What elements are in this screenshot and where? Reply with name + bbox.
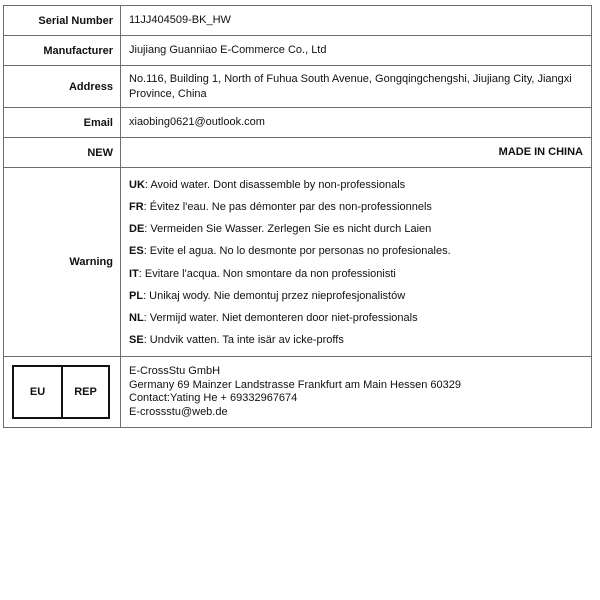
warning-code: DE [129,223,145,236]
email-value: xiaobing0621@outlook.com [121,108,592,138]
warning-code: IT [129,267,139,280]
warning-list [129,172,585,352]
warning-item-se [129,333,585,348]
warning-code: SE [129,333,144,346]
warning-item-it [129,267,585,282]
eu-rep-icon [12,365,110,419]
eu-rep-details [121,357,592,428]
warning-text: : Évitez l'eau. Ne pas démonter par des non-professionnels [143,201,432,214]
warning-code: ES [129,245,144,258]
warning-text: : Vermijd water. Niet demonteren door niet-professionals [143,311,418,324]
eu-rep-lines [129,364,585,420]
warning-text: : Avoid water. Dont disassemble by non-professionals [144,179,406,192]
email-label: Email [4,108,121,138]
warning-item-fr [129,200,585,215]
address-value: No.116, Building 1, North of Fuhua South Avenue, Gongqingchengshi, Jiujiang City, Jiangxi Province, China [121,66,592,108]
new-row [4,138,592,168]
manufacturer-value: Jiujiang Guanniao E-Commerce Co., Ltd [121,36,592,66]
warning-item-nl [129,311,585,326]
product-label-table [3,5,592,428]
eu-rep-address: Germany 69 Mainzer Landstrasse Frankfurt am Main Hessen 60329 [129,378,461,391]
serial-number-row [4,6,592,36]
warning-text: : Evitare l'acqua. Non smontare da non professionisti [138,267,396,280]
warning-item-pl [129,289,585,304]
warning-item-es [129,244,585,259]
warning-text: : Vermeiden Sie Wasser. Zerlegen Sie es nicht durch Laien [144,223,432,236]
eu-rep-contact: Contact:Yating He + 69332967674 [129,392,298,404]
warning-text: : Evite el agua. No lo desmonte por personas no profesionales. [143,245,451,258]
warning-text: : Unikaj wody. Nie demontuj przez nieprofesjonalistów [143,289,406,302]
eu-rep-symbol-rep: REP [74,386,97,398]
warning-code: NL [129,311,144,324]
email-row [4,108,592,138]
warning-content [121,168,592,357]
warning-text: : Undvik vatten. Ta inte isär av icke-proffs [143,333,344,346]
warning-label: Warning [4,168,121,357]
address-label: Address [4,66,121,108]
serial-number-label: Serial Number [4,6,121,36]
eu-rep-company: E-CrossStu GmbH [129,365,221,377]
warning-item-de [129,222,585,237]
eu-rep-symbol-cell [4,357,121,428]
serial-number-value: 11JJ404509-BK_HW [121,6,592,36]
eu-rep-row [4,357,592,428]
warning-code: UK [129,179,145,192]
warning-row [4,168,592,357]
eu-rep-email: E-crossstu@web.de [129,405,228,418]
warning-item-uk [129,178,585,193]
manufacturer-label: Manufacturer [4,36,121,66]
warning-code: PL [129,289,144,302]
warning-code: FR [129,201,144,214]
new-label: NEW [4,138,121,168]
eu-rep-symbol-eu: EU [14,367,63,417]
address-row [4,66,592,108]
manufacturer-row [4,36,592,66]
made-in-value: MADE IN CHINA [121,138,592,168]
